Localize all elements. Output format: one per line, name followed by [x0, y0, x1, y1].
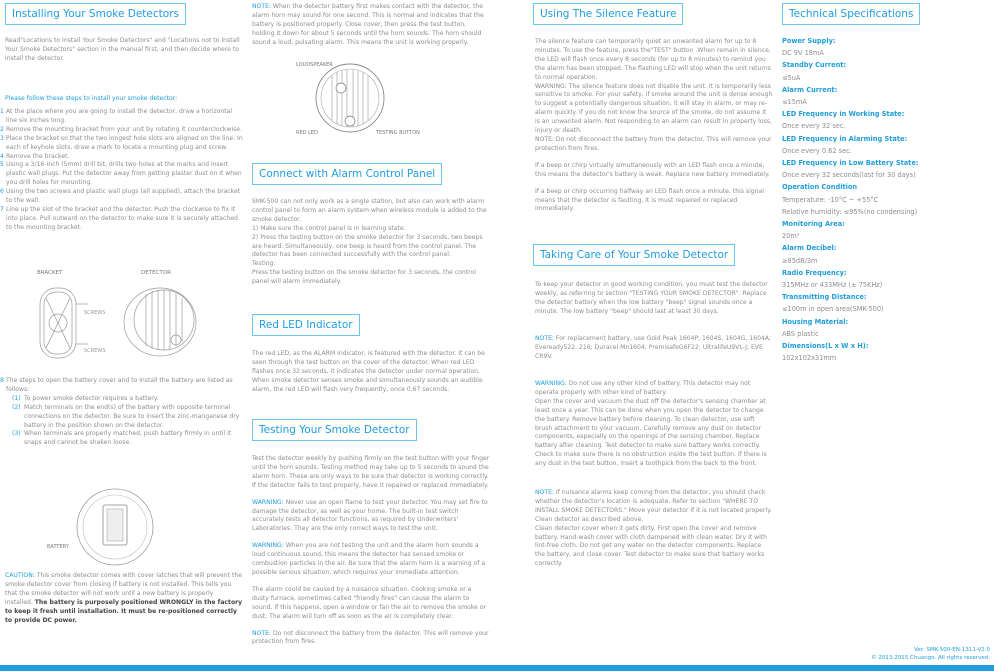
- spec-label: LED Frequency in Alarming State:: [782, 134, 908, 143]
- detector-front-illustration: [310, 60, 390, 140]
- spec-label: Radio Frequency:: [782, 268, 847, 277]
- spec-label: LED Frequency in Working State:: [782, 110, 905, 119]
- spec-label: Housing Material:: [782, 317, 849, 326]
- bracket-label: BRACKET: [37, 270, 63, 276]
- spec-label: Power Supply:: [782, 37, 836, 45]
- spec-value: ≤5uA: [782, 73, 801, 82]
- care-text: To keep your detector in good working condition, you must test the detector weekly, as referring to section "TESTING YOUR SMOKE DETECTOR". Replace the detector battery when the low battery "beep" signal sounds once a minute. The low battery "beep" should last at least 30 days.: [535, 281, 768, 315]
- spec-value: 315MHz or 433MHz (± 75KHz): [782, 281, 883, 290]
- spec-value: ≤15mA: [782, 98, 807, 107]
- spec-value: 20m²: [782, 232, 800, 241]
- spec-value: Once every 32 seconds(last for 30 days): [782, 171, 916, 180]
- red-led-text: The red LED, as the ALARM indicator, is featured with the detector. It can be seen through the test button on the cover of the detector. When red LED flashes once 32 seconds, it indicates the detector under normal operation. When smoke detector senses smoke and simultaneously sounds an audible alarm, the red LED will flash very frequently, once 0.67 seconds.: [252, 350, 485, 393]
- spec-list: [782, 35, 992, 364]
- section-title-installing: Installing Your Smoke Detectors: [5, 3, 186, 25]
- battery-label: BATTERY: [47, 544, 69, 550]
- section-title-specs: Technical Specifications: [782, 3, 920, 25]
- section-title-testing: Testing Your Smoke Detector: [252, 419, 417, 441]
- step-item: 5 Using a 3/16-inch (5mm) drill bit, drills two holes at the marks and insert plastic wall plugs. Put the detector away from getting plaster dust on it when you drill holes for mounting.: [0, 161, 242, 187]
- spec-label: Alarm Decibel:: [782, 244, 837, 253]
- version-text: Ver: SMK-500-EN-1311-V2.0: [914, 647, 990, 653]
- spec-label: Dimensions(L x W x H):: [782, 342, 869, 351]
- spec-label: Operation Condition: [782, 183, 858, 192]
- red-led-label: RED LED: [296, 130, 318, 136]
- spec-value: ≤100m in open area(SMK-500): [782, 305, 884, 314]
- section-title-care: Taking Care of Your Smoke Detector: [533, 244, 735, 266]
- spec-label: Monitoring Area:: [782, 220, 845, 229]
- step-item: 3 Place the bracket so that the two longest hole slots are aligned on the line. In each of keyhole slots, draw a mark to locate a mounting plug and screw.: [0, 134, 243, 151]
- install-steps: [0, 108, 243, 233]
- detector-icon: [124, 288, 196, 356]
- step-item: 1 At the place where you are going to install the detector, draw a horizontal line six inches long.: [0, 108, 233, 124]
- spec-label: Standby Current:: [782, 61, 847, 70]
- spec-value: Relative humidity: ≤95%(no condensing): [782, 207, 918, 216]
- testing-text: Test the detector weekly by pushing firmly on the test button with your finger until the horn sounds. Testing method may take up to 5 seconds to sound the alarm horn. These are only ways to be sure that detector is working correctly. If the detector fails to test properly, have it repaired or replaced immediately. WARNING: Never use an open flame to test your detector. You may set fire to damage the detector, as well as your home. The built-in test switch accurately tests all detector functions, as required by Underwriters' Laboratories. They are the only correct ways to test the unit. WARNING: When you are not testing the unit and the alarm horn sounds a loud continuous sound, this means the detector has sensed smoke or combustion particles in the air. Be sure that the alarm horn is a warning of a possible serious situation, which requires your immediate attention. The alarm could be caused by a nuisance situation. Cooking smoke or a dusty furnace, sometimes called "friendly fires" can cause the alarm to sound. If this happens, open a window or fan the air to remove the smoke or dust. The alarm will turn off as soon as the air is completely clear. NOTE: Do not disconnect the battery from the detector. This will remove your protection from fires.: [252, 455, 490, 646]
- connect-text: SMK-500 can not only work as a single station, but also can work with alarm control panel to form an alarm system when wireless module is added to the smoke detector. 1) Make sure the control panel is in learning state. 2) Press the testing button on the smoke detector for 3 seconds, two beeps are heard. Simultaneously, one beep is heard from the control panel. The detector has been connected successfully with the control panel. Testing: Press the testing button on the smoke detector for 3 seconds, the control panel will alarm immediately.: [252, 198, 487, 286]
- spec-value: ≥85dB/3m: [782, 256, 818, 265]
- detector-label: DETECTOR: [141, 270, 171, 276]
- spec-value: ABS plastic: [782, 329, 819, 338]
- silence-text: The silence feature can temporarily quiet an unwanted alarm for up to 8 minutes. To use the feature, press the"TEST" button .When remain in silence, the LED will flash once every 8 seconds (for up to 8 minutes) to remind you the alarm has been stopped. The flashing LED will stop when the unit returns to normal operation. WARNING: The silence feature does not disable the unit. It is temporarily less sensitive to smoke. For your safety, if smoke around the unit is dense enough to suggest a potentially dangerous situation, it will stay in alarm, or may re-alarm quickly. If you do not know the source of the smoke, do not assume it is an unwanted alarm. Not responding to an alarm can result in property loss, injury or death. NOTE: Do not disconnect the battery from the detector. This will remove your protection from fires. If a beep or chirp virtually simultaneously with an LED flash once a minute, this means the detector's battery is weak. Replace new battery immediately. If a beep or chirp occurring halfway an LED flash once a minute, this signal means that the detector is faulting, it is must repaired or replaced immediately.: [535, 38, 773, 213]
- loudspeaker-label: LOUDSPEAKER: [296, 62, 333, 68]
- bracket-icon: [40, 288, 88, 358]
- cleaning-warning: WARNING: Do not use any other kind of battery. This detector may not operate properly with other kind of battery. Open the cover and vacuum the dust off the detector's sensing chamber at least once a year. This can be done when you open the detector to change the battery. Remove battery before cleaning. To clean detector, use soft brush attachment to your vacuum. Carefully remove any dust on detector components, especially on the openings of the sensing chamber. Replace battery after cleaning. Test detector to make sure battery works correctly. Check to make sure there is no obstruction inside the test button. If there is any dust in the test button, insert a toothpick from the back to the front.: [535, 380, 767, 468]
- step-item: 4 Remove the bracket.: [0, 152, 70, 160]
- spec-label: Alarm Current:: [782, 85, 838, 94]
- section-title-silence: Using The Silence Feature: [533, 3, 683, 25]
- substep-item: (1) To power smoke detector requires a battery.: [12, 394, 159, 402]
- step-item: 8 The steps to open the battery cover and to install the battery are listed as follows:: [0, 377, 233, 393]
- substep-item: (2) Match terminals on the end(s) of the battery with opposite terminal connections on the detector. Be sure to insert the zinc-manganese dry battery in the position shown on the detector.: [12, 403, 240, 429]
- nuisance-note: NOTE: If nuisance alarms keep coming from the detector, you should check whether the detector's location is adequate. Refer to section "WHERE TO INSTALL SMOKE DETECTORS." Move your detector if it is not located properly. Clean detector as described above. Clean detector cover when it gets dirty. First open the cover and remove battery. Hand-wash cover with cloth dampened with clean water. Dry it with lint-free cloth. Do not get any water on the detector components. Replace the battery, and close cover. Test detector to make sure that battery works correctly.: [535, 489, 772, 568]
- substep-item: (3) When terminals are properly matched, push battery firmly in until it snaps and cannot be shaken loose.: [12, 430, 232, 447]
- steps-heading: Please follow these steps to install your smoke detector:: [5, 95, 178, 102]
- note-disconnect: NOTE: Do not disconnect the battery from the detector. This will remove your protection from fires.: [252, 629, 489, 646]
- spec-value: 102x102x31mm: [782, 354, 837, 363]
- testing-button-label: TESTING BUTTON: [376, 130, 420, 136]
- battery-note: NOTE: When the detector battery first makes contact with the detector, the alarm horn may sound for one second. This is normal and indicates that the battery is positioned properly. Close cover, then press the test button, holding it down for about 5 seconds until the horn sounds. The horn should sound a loud, pulsating alarm. This means the unit is working properly.: [252, 3, 484, 46]
- screws-label: SCREWS: [84, 348, 106, 354]
- warning-flame: WARNING: Never use an open flame to test your detector. You may set fire to damage the detector, as well as your home. The built-in test switch accurately tests all detector functions, as required by Underwriters' Laboratories. They are the only correct ways to test the unit.: [252, 498, 488, 533]
- install-intro: Read"Locations to Install Your Smoke Detectors" and "Locations not to Install Your Smoke Detectors" section in the manual first, and then decide where to install the detector.: [5, 37, 240, 62]
- spec-value: Temperature: -10°C ~ +55°C: [782, 195, 879, 204]
- spec-label: LED Frequency in Low Battery State:: [782, 159, 919, 168]
- spec-value: DC 9V 18mA: [782, 49, 824, 58]
- spec-value: Once every 32 sec.: [782, 122, 846, 131]
- bracket-detector-illustration: [30, 282, 210, 362]
- section-title-red-led: Red LED Indicator: [252, 314, 360, 336]
- spec-label: Transmitting Distance:: [782, 293, 867, 302]
- footer: [871, 646, 990, 662]
- section-title-connect: Connect with Alarm Control Panel: [252, 163, 442, 185]
- battery-note: NOTE: For replacement battery, use Gold Peak 1604P, 1604S, 1604G, 1604A; Eveready522, 216; Duracel Mn1604; PremisafeG6F22; UltralifeU9VL-J; EVE CR9V.: [535, 335, 772, 360]
- step-item: 2 Remove the mounting bracket from your unit by rotating it counterclockwise.: [0, 125, 242, 133]
- step-item: 7 Line up the slot of the bracket and the detector. Push the clockwise to fix it into place. Pull outward on the detector to make sure it is securely attached to the mounting bracket.: [0, 205, 238, 231]
- footer-bar: [0, 665, 994, 671]
- caution-text: CAUTION: This smoke detector comes with cover latches that will prevent the smoke detector cover from closing if battery is not installed. This tells you that the smoke detector will not work until a new battery is properly installed. The battery is purposely positioned WRONGLY in the factory to keep it fresh until installation. It must be re-positioned correctly to provide DC power.: [5, 572, 243, 624]
- battery-illustration: [70, 485, 160, 570]
- warning-continuous: WARNING: When you are not testing the unit and the alarm horn sounds a loud continuous sound, this means the detector has sensed smoke or combustion particles in the air. Be sure that the alarm horn is a warning of a possible serious situation, which requires your immediate attention.: [252, 542, 486, 576]
- step-item: 6 Using the two screws and plastic wall plugs (all supplied), attach the bracket to the wall.: [0, 188, 241, 205]
- copyright-text: © 2013-2015 Chuango. All rights reserved.: [871, 655, 990, 661]
- battery-steps: [0, 377, 243, 448]
- screws-label: SCREWS: [84, 310, 106, 316]
- spec-value: Once every 0.62 sec.: [782, 146, 852, 155]
